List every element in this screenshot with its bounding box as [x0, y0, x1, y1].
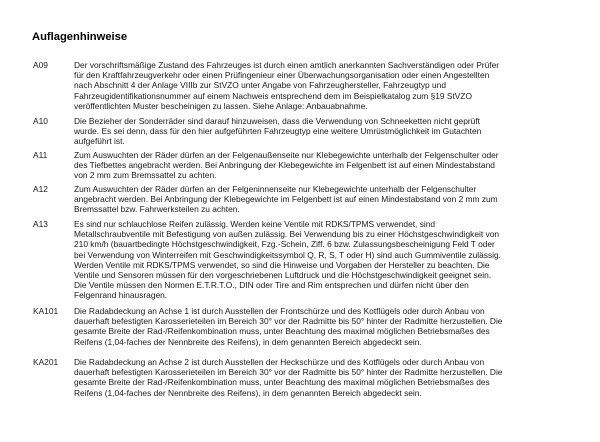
note-line: Metallschraubventile mit Befestigung von außen zulässig. Bei Verwendung bis zu einer Höchstgeschwindigkeit von: [74, 229, 500, 240]
note-line: Zum Auswuchten der Räder dürfen an der Felgenaußenseite nur Klebegewichte unterhalb der Felgenschulter oder: [74, 150, 499, 160]
note-line: des Tiefbettes angebracht werden. Bei Anbringung der Klebegewichte im Felgenbett ist auf einen Mindestabstand: [74, 160, 495, 171]
note-line: gesamte Breite der Rad-/Reifenkombination muss, unter Beachtung des maximal möglichen Betriebsmaßes des: [74, 326, 490, 337]
note-line: Zum Auswuchten der Räder dürfen an der Felgeninnenseite nur Klebegewichte unterhalb der Felgenschulter: [74, 184, 477, 194]
note-line: Fahrzeugidentifikationsnummer auf einem Nachweis entsprechend dem im Beispielkatalog zum §19 StVZO: [74, 90, 473, 101]
note-line: Die Radabdeckung an Achse 2 ist durch Ausstellen der Heckschürze und des Kotflügels oder durch Anbau von: [74, 357, 485, 367]
note-line: Bremssattel bzw. Fahrwerksteilen zu achten.: [74, 204, 240, 215]
note-code: A10: [33, 116, 48, 126]
note-text: [74, 306, 580, 347]
note-line: veröffentlichten Muster bescheinigen zu lassen. Siehe Anlage: Anbauabnahme.: [74, 100, 368, 111]
note-text: [74, 150, 580, 181]
note-code: A11: [33, 150, 48, 160]
note-line: Der vorschriftsmäßige Zustand des Fahrzeuges ist durch einen amtlich anerkannten Sachverständigen oder Prüfer: [74, 60, 500, 70]
note-text: [74, 60, 580, 111]
note-line: von 2 mm zum Bremssattel zu achten.: [74, 170, 217, 181]
note-line: wurde. Es sei denn, dass für den hier aufgeführten Fahrzeugtyp eine weitere Umrüstmöglichkeit im Gutachten: [74, 126, 482, 137]
section-title: Auflagenhinweise: [32, 31, 128, 43]
note-code: KA201: [33, 357, 59, 367]
note-line: nach Abschnitt 4 der Anlage VIIIb zur StVZO unter Angabe von Fahrzeughersteller, Fahrzeugtyp und: [74, 80, 446, 91]
note-text: [74, 184, 580, 215]
note-line: 210 km/h (bauartbedingte Höchstgeschwindigkeit, Fzg.-Schein, Ziff. 6 bzw. Zulassungsbescheinigung Feld T oder: [74, 239, 495, 250]
note-line: Es sind nur schlauchlose Reifen zulässig. Werden keine Ventile mit RDKS/TPMS verwendet, sind: [74, 219, 436, 229]
note-text: [74, 357, 580, 398]
note-line: aufgeführt ist.: [74, 136, 125, 147]
note-line: angebracht werden. Bei Anbringung der Klebegewichte im Felgenbett ist auf einen Mindestabstand von 2 mm zum: [74, 194, 498, 205]
note-text: [74, 219, 580, 301]
note-line: Die Bezieher der Sonderräder sind darauf hinzuweisen, dass die Verwendung von Schneeketten nicht geprüft: [74, 116, 480, 126]
note-line: dauerhaft befestigten Karosserieteilen im Bereich 30° vor der Radmitte bis 50° hinter der Radmitte herzustellen. Die: [74, 367, 503, 378]
note-line: gesamte Breite der Rad-/Reifenkombination muss, unter Beachtung des maximal möglichen Betriebsmaßes des: [74, 377, 490, 388]
note-code: A12: [33, 184, 48, 194]
note-line: bei Verwendung von Winterreifen mit Geschwindigkeitssymbol Q, R, S, T oder H) sind auch Gummiventile zulässig.: [74, 249, 501, 260]
note-line: für den Kraftfahrzeugverkehr oder einen Prüfingenieur einer Überwachungsorganisation oder einen Angestellten: [74, 70, 490, 81]
note-line: Werden Ventile mit RDKS/TPMS verwendet, so sind die Hinweise und Vorgaben der Hersteller zu beachten. Die: [74, 259, 490, 270]
note-line: dauerhaft befestigten Karosserieteilen im Bereich 30° vor der Radmitte bis 50° hinter der Radmitte herzustellen. Die: [74, 316, 503, 327]
note-code: A13: [33, 219, 48, 229]
note-line: Ventile und Sensoren müssen für den vorgeschriebenen Luftdruck und die Höchstgeschwindigkeit geeignet sein.: [74, 270, 492, 281]
note-line: Reifens (1,04-faches der Nennbreite des Reifens), in dem genannten Bereich abgedeckt sein.: [74, 336, 422, 347]
note-line: Reifens (1,04-faches der Nennbreite des Reifens), in dem genannten Bereich abgedeckt sein.: [74, 387, 422, 398]
note-line: Die Ventile müssen den Normen E.T.R.T.O., DIN oder Tire and Rim entsprechen und dürfen nicht über den: [74, 280, 469, 291]
note-code: A09: [33, 60, 48, 70]
note-text: [74, 116, 580, 147]
note-line: Die Radabdeckung an Achse 1 ist durch Ausstellen der Frontschürze und des Kotflügels oder durch Anbau von: [74, 306, 485, 316]
note-code: KA101: [33, 306, 59, 316]
note-line: Felgenrand hinausragen.: [74, 290, 168, 301]
